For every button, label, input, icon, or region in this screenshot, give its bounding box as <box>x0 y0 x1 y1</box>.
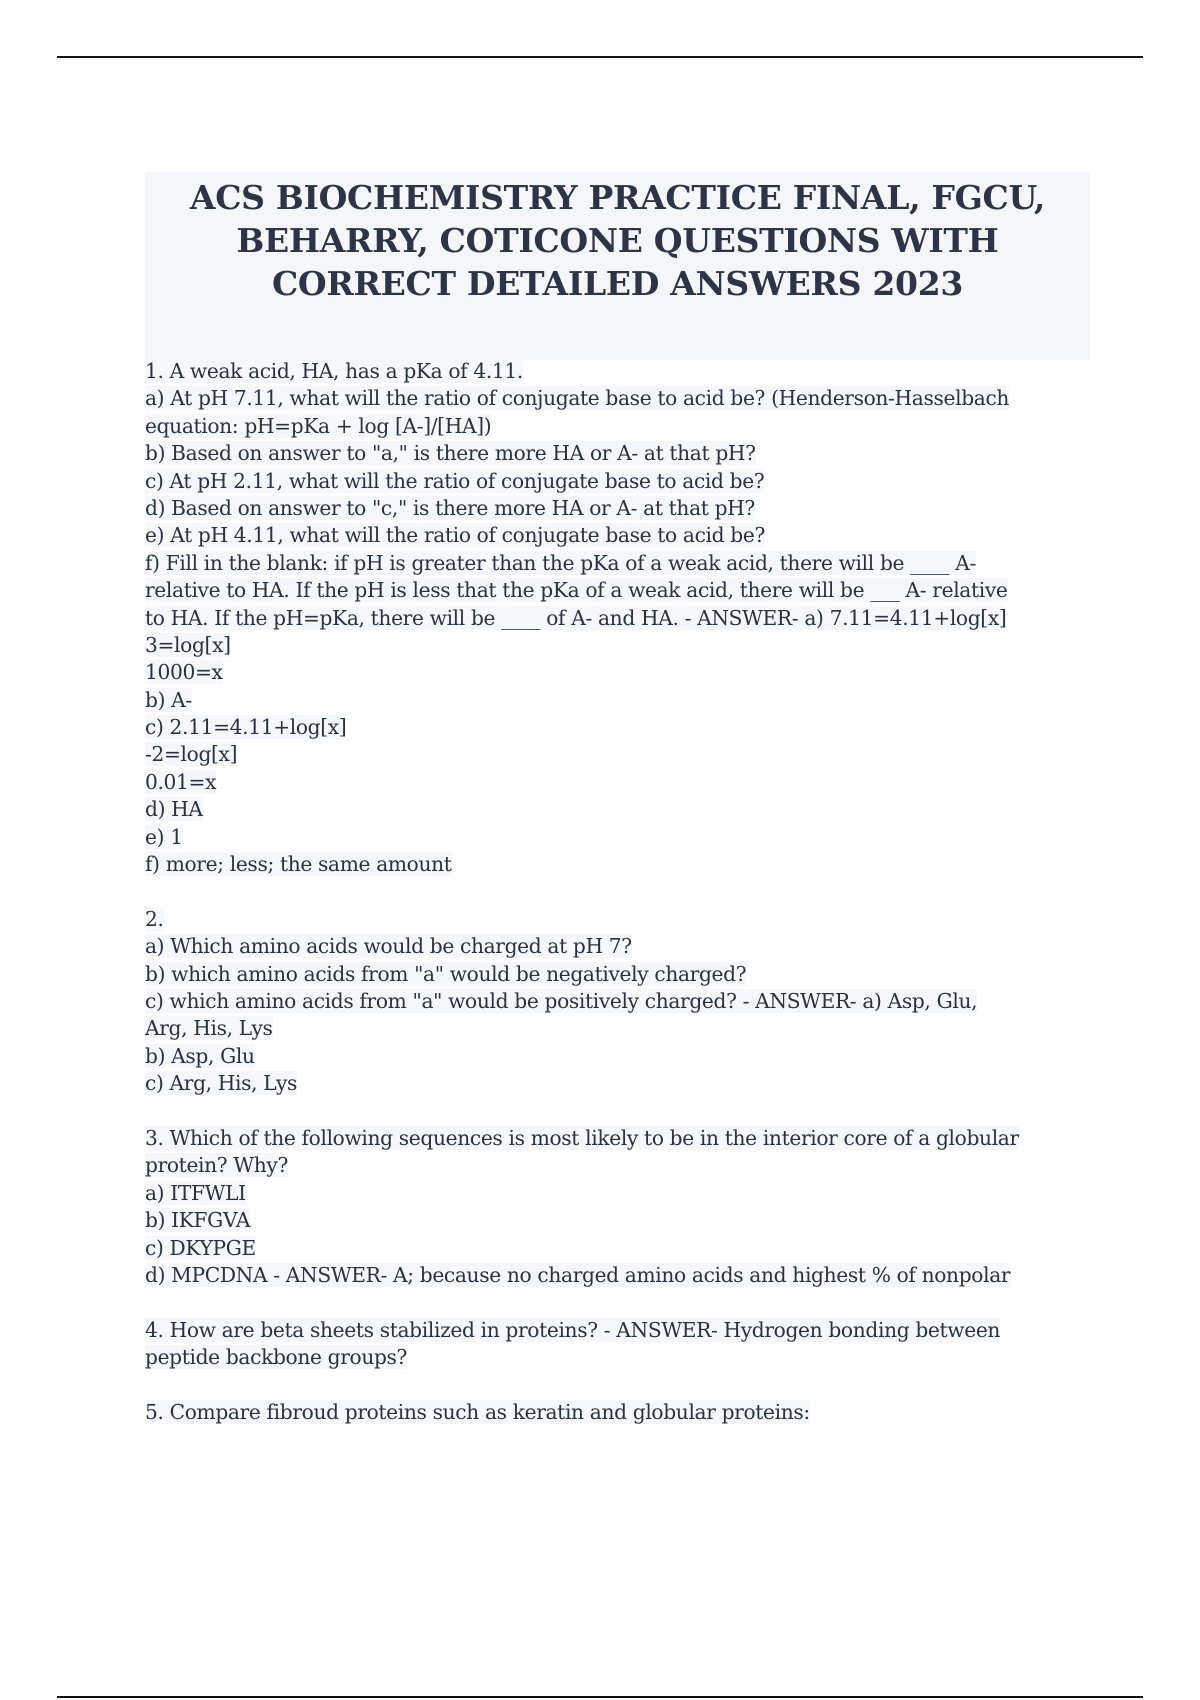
paragraph-gap <box>145 878 1090 905</box>
text-line: a) At pH 7.11, what will the ratio of conjugate base to acid be? (Henderson-Hasselbach <box>145 386 1010 411</box>
text-line: 1000=x <box>145 660 223 685</box>
text-line: equation: pH=pKa + log [A-]/[HA]) <box>145 413 492 438</box>
text-line: b) Based on answer to "a," is there more HA or A- at that pH? <box>145 441 756 466</box>
title-line: BEHARRY, COTICONE QUESTIONS WITH <box>236 221 999 260</box>
text-line: a) Which amino acids would be charged at pH 7? <box>145 934 632 959</box>
text-line: c) which amino acids from "a" would be positively charged? - ANSWER- a) Asp, Glu, <box>145 988 978 1013</box>
text-line: b) A- <box>145 687 192 712</box>
text-line: 2. <box>145 906 164 931</box>
text-line: -2=log[x] <box>145 742 238 767</box>
text-line: c) 2.11=4.11+log[x] <box>145 715 347 740</box>
text-line: Arg, His, Lys <box>145 1016 273 1041</box>
text-line: 0.01=x <box>145 769 217 794</box>
text-line: c) Arg, His, Lys <box>145 1071 298 1096</box>
paragraph-gap <box>145 1371 1090 1398</box>
text-line: a) ITFWLI <box>145 1180 246 1205</box>
question-3 <box>145 1125 1090 1289</box>
question-1 <box>145 358 1090 878</box>
paragraph-gap <box>145 1098 1090 1125</box>
top-rule <box>57 56 1143 58</box>
text-line: 1. A weak acid, HA, has a pKa of 4.11. <box>145 359 523 383</box>
document-title <box>145 172 1090 360</box>
text-line: protein? Why? <box>145 1153 288 1178</box>
text-line: 3. Which of the following sequences is most likely to be in the interior core of a globular <box>145 1125 1019 1150</box>
text-line: e) At pH 4.11, what will the ratio of conjugate base to acid be? <box>145 523 765 548</box>
text-line: 3=log[x] <box>145 632 231 657</box>
title-line: CORRECT DETAILED ANSWERS 2023 <box>271 264 964 303</box>
text-line: b) IKFGVA <box>145 1208 251 1233</box>
question-2 <box>145 906 1090 1098</box>
text-line: d) Based on answer to "c," is there more HA or A- at that pH? <box>145 495 755 520</box>
text-line: c) DKYPGE <box>145 1235 256 1260</box>
text-line: b) Asp, Glu <box>145 1043 255 1068</box>
text-line: d) MPCDNA - ANSWER- A; because no charged amino acids and highest % of nonpolar <box>145 1262 1011 1287</box>
text-line: d) HA <box>145 797 203 822</box>
text-line: b) which amino acids from "a" would be negatively charged? <box>145 961 747 986</box>
text-line: f) Fill in the blank: if pH is greater than the pKa of a weak acid, there will be ____ A- <box>145 550 976 575</box>
text-line: 5. Compare fibroud proteins such as keratin and globular proteins: <box>145 1399 810 1424</box>
text-line: 4. How are beta sheets stabilized in proteins? - ANSWER- Hydrogen bonding between <box>145 1317 1001 1342</box>
title-line: ACS BIOCHEMISTRY PRACTICE FINAL, FGCU, <box>189 178 1046 217</box>
question-4 <box>145 1317 1090 1372</box>
text-line: e) 1 <box>145 824 183 849</box>
text-line: f) more; less; the same amount <box>145 852 452 877</box>
text-line: c) At pH 2.11, what will the ratio of conjugate base to acid be? <box>145 468 765 493</box>
document-body <box>145 358 1090 1426</box>
text-line: peptide backbone groups? <box>145 1345 408 1370</box>
question-5 <box>145 1399 1090 1426</box>
text-line: relative to HA. If the pH is less that the pKa of a weak acid, there will be ___ A- relative <box>145 578 1008 603</box>
text-line: to HA. If the pH=pKa, there will be ____ of A- and HA. - ANSWER- a) 7.11=4.11+log[x] <box>145 605 1007 630</box>
bottom-rule <box>57 1696 1143 1698</box>
paragraph-gap <box>145 1289 1090 1316</box>
